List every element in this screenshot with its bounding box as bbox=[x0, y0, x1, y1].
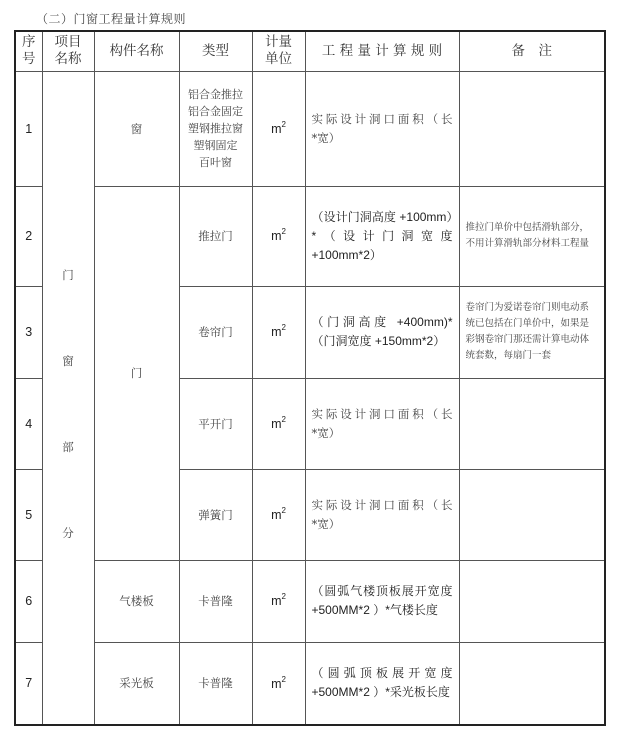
row-seq: 7 bbox=[15, 642, 42, 725]
row-unit: $m^2$ bbox=[252, 186, 305, 286]
header-unit: 计量 单位 bbox=[252, 31, 305, 71]
row-rule: 实际设计洞口面积（长 *宽） bbox=[305, 469, 459, 560]
row-seq: 4 bbox=[15, 378, 42, 469]
header-rule: 工 程 量 计 算 规 则 bbox=[305, 31, 459, 71]
row-seq: 6 bbox=[15, 560, 42, 642]
row-unit: $m^2$ bbox=[252, 378, 305, 469]
header-row bbox=[15, 31, 605, 71]
row-seq: 1 bbox=[15, 71, 42, 186]
row-unit: $m^2$ bbox=[252, 560, 305, 642]
row-component: 气楼板 bbox=[94, 560, 179, 642]
section-title: （二）门窗工程量计算规则 bbox=[36, 12, 187, 26]
header-component: 构件名称 bbox=[94, 31, 179, 71]
row-types: 铝合金推拉 铝合金固定 塑钢推拉窗 塑钢固定 百叶窗 bbox=[179, 71, 252, 186]
row-component: 窗 bbox=[94, 71, 179, 186]
row-remark bbox=[459, 642, 605, 725]
header-item-name: 项目 名称 bbox=[42, 31, 94, 71]
row-seq: 2 bbox=[15, 186, 42, 286]
row-seq: 3 bbox=[15, 286, 42, 378]
row-rule: （门洞高度 +400mm)*（门洞宽度 +150mm*2） bbox=[305, 286, 459, 378]
header-type: 类型 bbox=[179, 31, 252, 71]
row-types: 弹簧门 bbox=[179, 469, 252, 560]
row-rule: 实际设计洞口面积（长 *宽） bbox=[305, 378, 459, 469]
row-rule: （设计门洞高度 +100mm）*（设计门洞宽度 +100mm*2） bbox=[305, 186, 459, 286]
row-types: 平开门 bbox=[179, 378, 252, 469]
row-remark bbox=[459, 560, 605, 642]
category-cell: 门 窗 部 分 bbox=[42, 71, 94, 725]
row-types: 卷帘门 bbox=[179, 286, 252, 378]
row-seq: 5 bbox=[15, 469, 42, 560]
row-unit: $m^2$ bbox=[252, 71, 305, 186]
table-row bbox=[15, 186, 605, 286]
header-seq: 序 号 bbox=[15, 31, 42, 71]
row-remark bbox=[459, 469, 605, 560]
row-component: 门 bbox=[94, 186, 179, 560]
row-remark: 推拉门单价中包括滑轨部分，不用计算滑轨部分材料工程量 bbox=[459, 186, 605, 286]
row-rule: （圆弧气楼顶板展开宽度 +500MM*2 ）*气楼长度 bbox=[305, 560, 459, 642]
header-remark: 备 注 bbox=[459, 31, 605, 71]
table-row bbox=[15, 71, 605, 186]
row-unit: $m^2$ bbox=[252, 469, 305, 560]
table-row bbox=[15, 560, 605, 642]
row-remark bbox=[459, 71, 605, 186]
rules-table bbox=[14, 30, 606, 726]
row-types: 卡普隆 bbox=[179, 642, 252, 725]
row-component: 采光板 bbox=[94, 642, 179, 725]
row-rule: （圆弧顶板展开宽度 +500MM*2 ）*采光板长度 bbox=[305, 642, 459, 725]
row-rule: 实际设计洞口面积（长 *宽） bbox=[305, 71, 459, 186]
table-row bbox=[15, 642, 605, 725]
row-types: 卡普隆 bbox=[179, 560, 252, 642]
row-unit: $m^2$ bbox=[252, 642, 305, 725]
row-types: 推拉门 bbox=[179, 186, 252, 286]
row-unit: $m^2$ bbox=[252, 286, 305, 378]
row-remark: 卷帘门为爱诺卷帘门则电动系统已包括在门单价中，如果是彩钢卷帘门那还需计算电动体统套数，每扇门一套 bbox=[459, 286, 605, 378]
row-remark bbox=[459, 378, 605, 469]
